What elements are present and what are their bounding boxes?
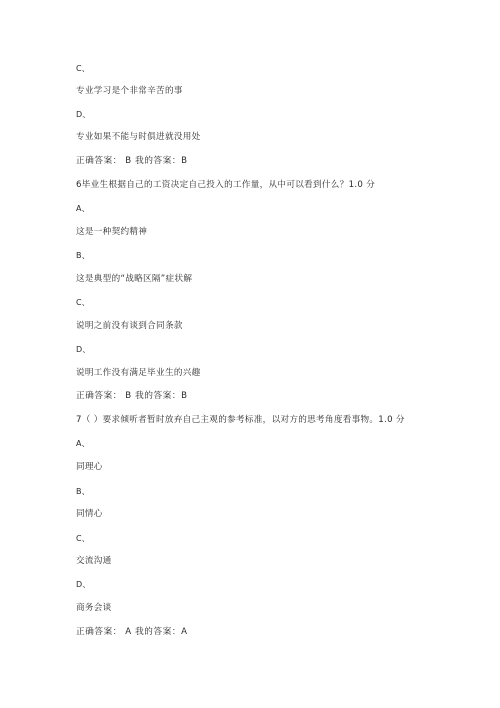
option-text: 说明工作没有满足毕业生的兴趣 xyxy=(76,368,201,378)
option-label-d: D、 xyxy=(76,345,91,354)
answer-line: 正确答案： A 我的答案：A xyxy=(76,627,188,637)
option-text: 商务会谈 xyxy=(76,603,112,613)
option-text: 说明之前没有谈到合同条款 xyxy=(76,321,183,331)
option-label-b: B、 xyxy=(76,251,90,260)
option-label-d: D、 xyxy=(76,110,91,119)
option-text: 同情心 xyxy=(76,509,103,519)
option-text: 专业学习是个非常辛苦的事 xyxy=(76,86,183,96)
answer-line: 正确答案： B 我的答案：B xyxy=(76,391,188,401)
option-text: 专业如果不能与时俱进就没用处 xyxy=(76,132,201,142)
option-label-a: A、 xyxy=(76,204,90,213)
question-7: 7（ ）要求倾听者暂时放弃自己主观的参考标准，以对方的思考角度看事物。1.0 分 xyxy=(76,415,405,425)
option-label-c: C、 xyxy=(76,298,90,307)
option-label-c: C、 xyxy=(76,64,90,73)
answer-line: 正确答案： B 我的答案：B xyxy=(76,156,188,166)
option-text: 交流沟通 xyxy=(76,556,112,566)
option-label-b: B、 xyxy=(76,487,90,496)
option-label-d: D、 xyxy=(76,580,91,589)
option-text: 同理心 xyxy=(76,462,103,472)
option-text: 这是典型的“战略区隔”症状解 xyxy=(76,274,193,284)
option-text: 这是一种契约精神 xyxy=(76,227,148,237)
option-label-a: A、 xyxy=(76,439,90,448)
question-6: 6毕业生根据自己的工资决定自己投入的工作量，从中可以看到什么？1.0 分 xyxy=(76,180,376,190)
option-label-c: C、 xyxy=(76,534,90,543)
